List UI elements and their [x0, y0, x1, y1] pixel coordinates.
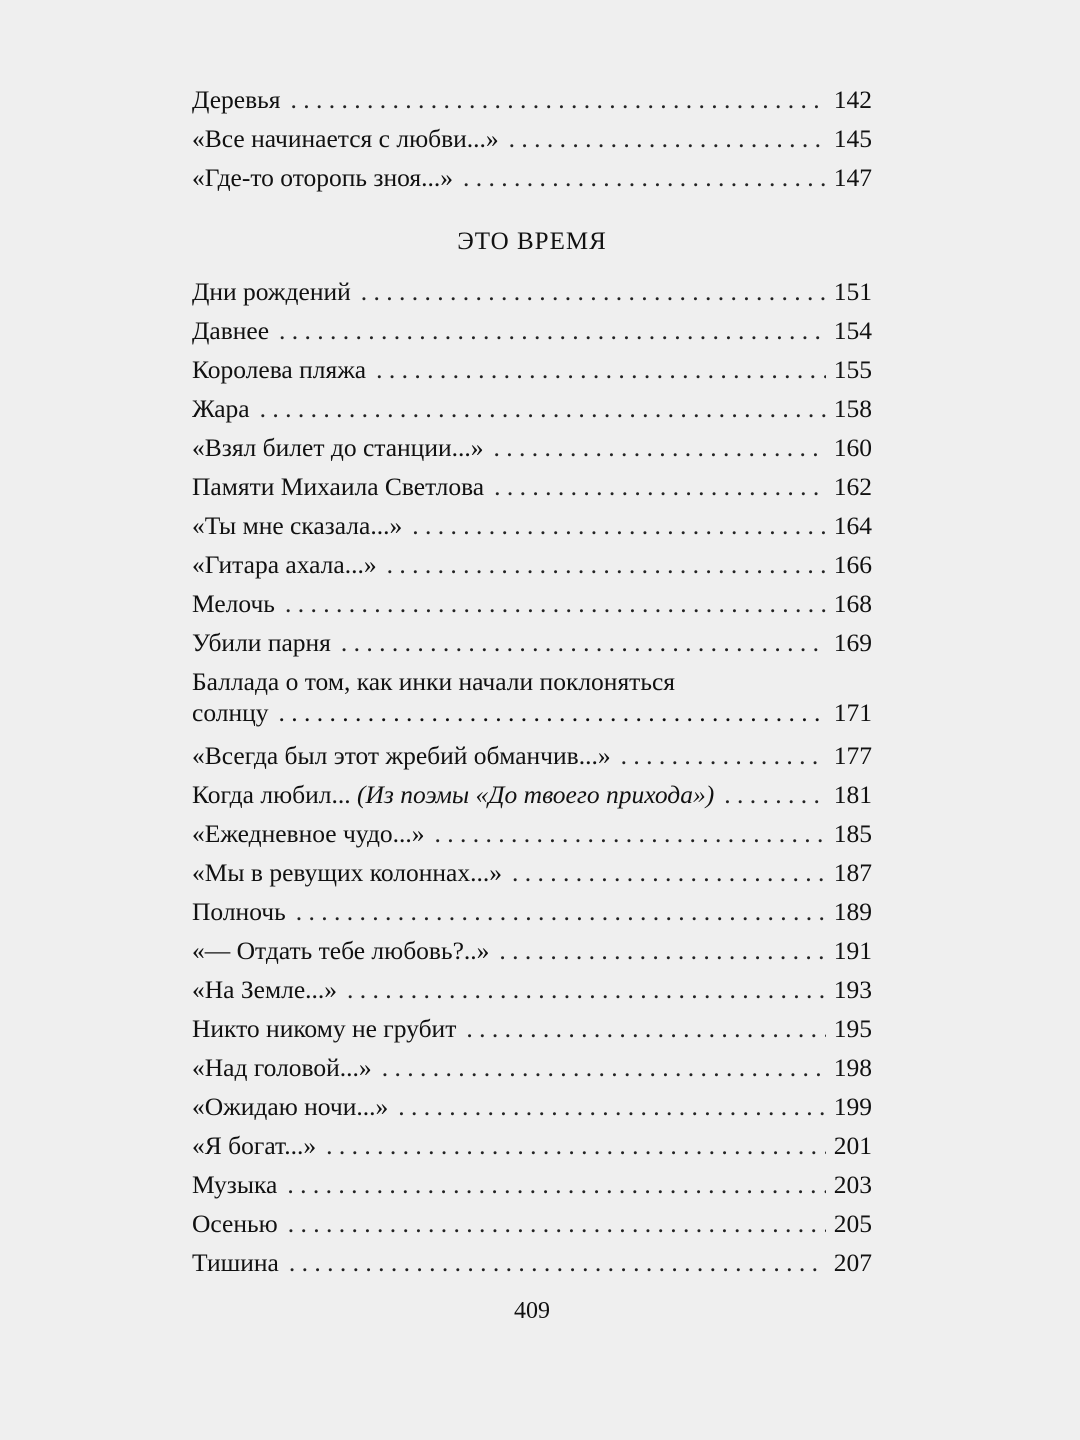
- leader-dots: [296, 892, 826, 931]
- leader-dots: [361, 272, 826, 311]
- entry-title: «Ожидаю ночи...»: [192, 1092, 389, 1121]
- entry-page: 199: [833, 1092, 872, 1121]
- toc-section-block: [192, 272, 872, 1282]
- toc-entry: [192, 1009, 872, 1048]
- leader-dots: [494, 467, 826, 506]
- toc-entry: [192, 814, 872, 853]
- toc-entry: [192, 1243, 872, 1282]
- entry-title-composite: [192, 775, 714, 814]
- entry-page: 205: [833, 1209, 872, 1238]
- entry-title: Никто никому не грубит: [192, 1014, 457, 1043]
- toc-entry: [192, 623, 872, 662]
- toc-entry: [192, 389, 872, 428]
- toc-entry: [192, 1087, 872, 1126]
- entry-title: Музыка: [192, 1170, 278, 1199]
- leader-dots: [412, 506, 826, 545]
- entry-title: Дни рождений: [192, 277, 351, 306]
- leader-dots: [279, 697, 826, 728]
- entry-page: 193: [833, 975, 872, 1004]
- entry-title: «Над головой...»: [192, 1053, 372, 1082]
- leader-dots: [288, 1204, 826, 1243]
- leader-dots: [347, 970, 826, 1009]
- toc-entry: [192, 467, 872, 506]
- leader-dots: [509, 119, 826, 158]
- entry-page: 181: [833, 780, 872, 809]
- entry-title: «Ежедневное чудо...»: [192, 819, 425, 848]
- leader-dots: [512, 853, 826, 892]
- entry-title: «На Земле...»: [192, 975, 338, 1004]
- entry-title: Давнее: [192, 316, 270, 345]
- entry-page: 195: [833, 1014, 872, 1043]
- entry-title: Памяти Михаила Светлова: [192, 472, 485, 501]
- toc-entry: [192, 350, 872, 389]
- entry-title: Осенью: [192, 1209, 278, 1238]
- entry-title: «— Отдать тебе любовь?..»: [192, 936, 490, 965]
- entry-title: «Ты мне сказала...»: [192, 511, 403, 540]
- entry-page: 162: [833, 472, 872, 501]
- entry-title: Королева пляжа: [192, 355, 367, 384]
- entry-title: «Мы в ревущих колоннах...»: [192, 858, 502, 887]
- leader-dots: [289, 1243, 826, 1282]
- leader-dots: [341, 623, 826, 662]
- entry-title: Полночь: [192, 897, 286, 926]
- leader-dots: [466, 1009, 825, 1048]
- entry-title: «Взял билет до станции...»: [192, 433, 484, 462]
- leader-dots: [435, 814, 826, 853]
- leader-dots: [287, 1165, 825, 1204]
- entry-page: 145: [833, 124, 872, 153]
- entry-title: Тишина: [192, 1248, 279, 1277]
- toc-entry: [192, 1048, 872, 1087]
- entry-title: Мелочь: [192, 589, 275, 618]
- entry-page: 189: [833, 897, 872, 926]
- toc-entry: [192, 775, 872, 814]
- entry-page: 198: [833, 1053, 872, 1082]
- toc-entry: [192, 892, 872, 931]
- toc-entry: [192, 853, 872, 892]
- toc-entry: [192, 119, 872, 158]
- toc-entry: [192, 545, 872, 584]
- entry-title-line2: солнцу: [192, 698, 269, 727]
- entry-page: 166: [833, 550, 872, 579]
- entry-title-line1: Баллада о том, как инки начали поклоняться: [192, 667, 676, 696]
- toc-entry: [192, 584, 872, 623]
- leader-dots: [724, 775, 826, 814]
- toc-entry: [192, 931, 872, 970]
- leader-dots: [463, 158, 826, 197]
- toc-entry: [192, 158, 872, 197]
- toc-entry-multiline: [192, 666, 872, 736]
- entry-page: 142: [833, 85, 872, 114]
- entry-page: 155: [833, 355, 872, 384]
- entry-page: 168: [833, 589, 872, 618]
- toc-entry: [192, 506, 872, 545]
- entry-title-italic: (Из поэмы «До твоего прихода»): [356, 780, 715, 809]
- entry-title: «Где-то оторопь зноя...»: [192, 163, 454, 192]
- entry-page: 154: [833, 316, 872, 345]
- entry-title: «Я богат...»: [192, 1131, 317, 1160]
- leader-dots: [260, 389, 826, 428]
- entry-title: «Все начинается с любви...»: [192, 124, 499, 153]
- leader-dots: [291, 80, 826, 119]
- toc-entry: [192, 428, 872, 467]
- entry-page: 207: [833, 1248, 872, 1277]
- section-heading: ЭТО ВРЕМЯ: [457, 228, 607, 255]
- leader-dots: [279, 311, 826, 350]
- entry-page: 187: [833, 858, 872, 887]
- leader-dots: [387, 545, 826, 584]
- entry-page: 169: [833, 628, 872, 657]
- toc-entry: [192, 1126, 872, 1165]
- entry-page: 191: [833, 936, 872, 965]
- leader-dots: [326, 1126, 826, 1165]
- toc-entry: [192, 80, 872, 119]
- entry-title: Деревья: [192, 85, 281, 114]
- toc-entry: [192, 1204, 872, 1243]
- entry-page: 203: [833, 1170, 872, 1199]
- leader-dots: [285, 584, 826, 623]
- entry-page: 151: [833, 277, 872, 306]
- toc-entry: [192, 1165, 872, 1204]
- entry-page: 160: [833, 433, 872, 462]
- entry-title-line2-row: [192, 697, 872, 736]
- leader-dots: [376, 350, 826, 389]
- leader-dots: [382, 1048, 826, 1087]
- entry-title: Жара: [192, 394, 250, 423]
- toc-entry: [192, 970, 872, 1009]
- toc-top-block: [192, 80, 872, 197]
- leader-dots: [621, 736, 826, 775]
- leader-dots: [499, 931, 825, 970]
- toc-entry: [192, 272, 872, 311]
- leader-dots: [398, 1087, 826, 1126]
- entry-page: 164: [833, 511, 872, 540]
- entry-page: 185: [833, 819, 872, 848]
- leader-dots: [494, 428, 826, 467]
- entry-title: Убили парня: [192, 628, 331, 657]
- entry-title: «Гитара ахала...»: [192, 550, 377, 579]
- entry-title: Когда любил...: [192, 780, 357, 809]
- entry-page: 158: [833, 394, 872, 423]
- entry-page: 177: [833, 741, 872, 770]
- page-number: 409: [514, 1298, 550, 1324]
- entry-page: 201: [833, 1131, 872, 1160]
- toc-entry: [192, 311, 872, 350]
- entry-title: «Всегда был этот жребий обманчив...»: [192, 741, 611, 770]
- toc-entry: [192, 736, 872, 775]
- entry-page: 147: [833, 163, 872, 192]
- entry-page: 171: [833, 698, 872, 727]
